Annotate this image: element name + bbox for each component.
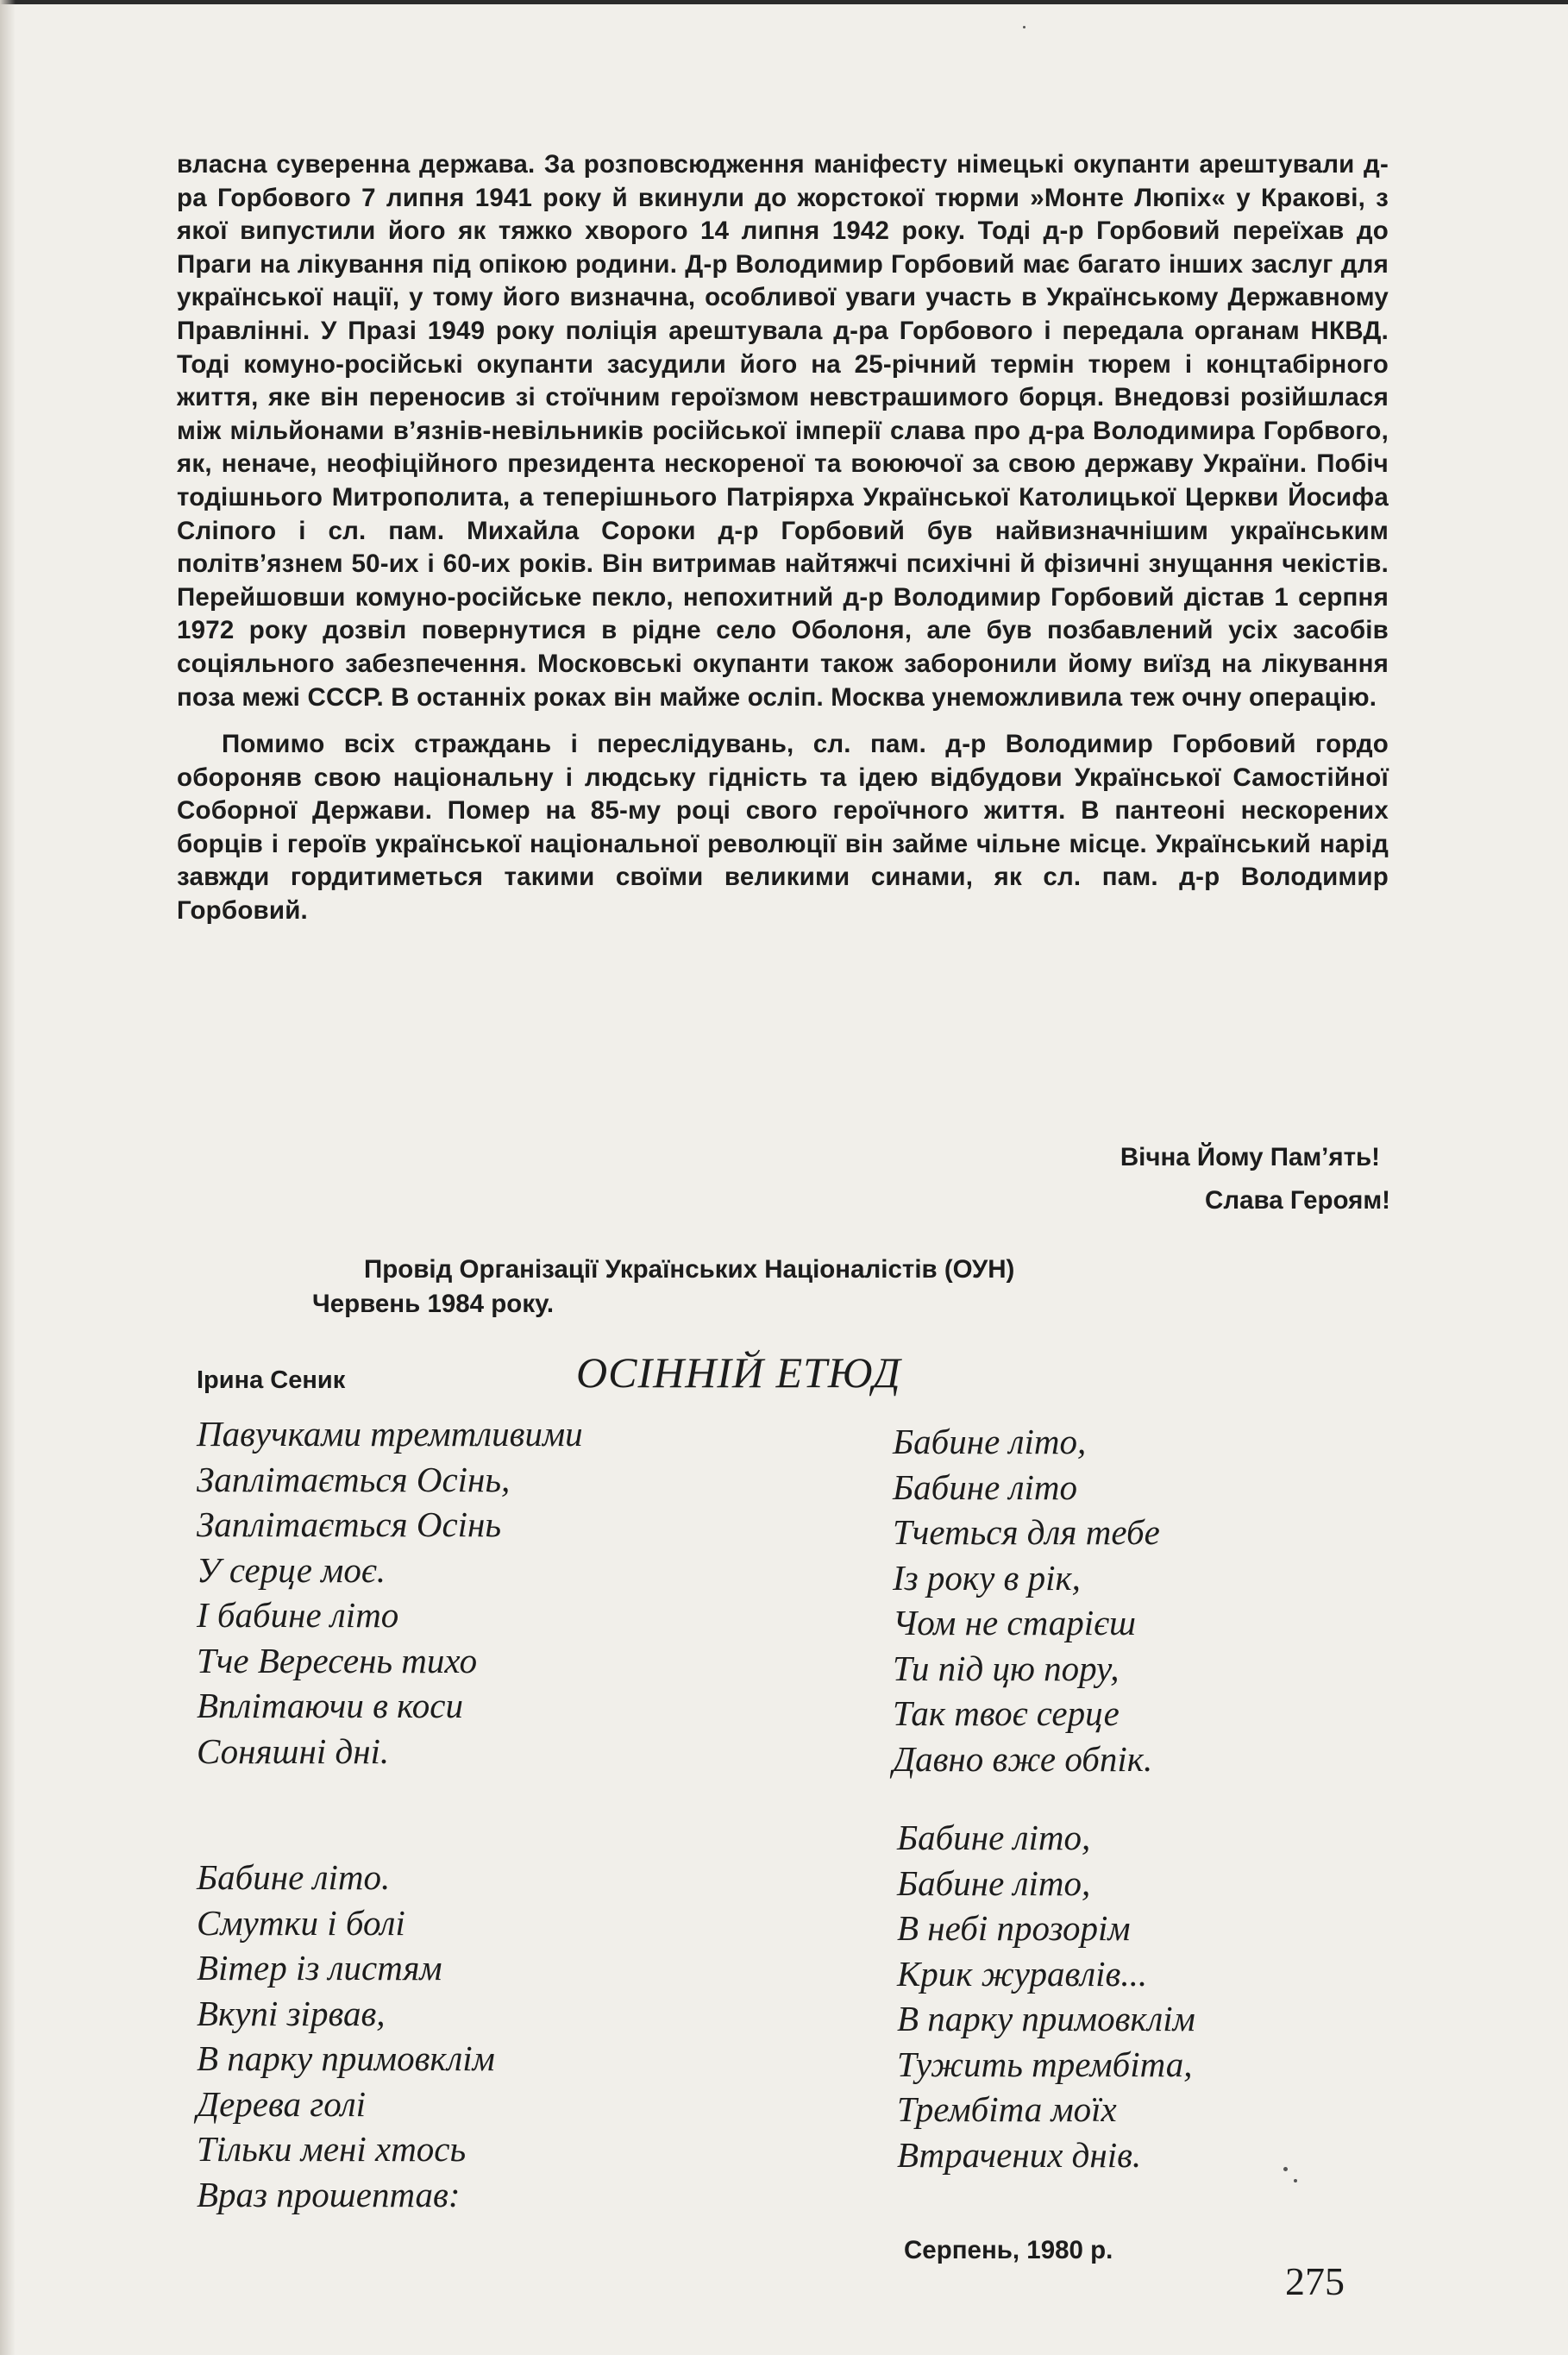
poem-stanza-4: [897, 1815, 1195, 2177]
poem-line: Вкупі зірвав,: [197, 1993, 386, 2033]
poem-line: Ти під цю пору,: [893, 1648, 1120, 1688]
article-paragraph-2: Помимо всіх страждань і переслідувань, сл. пам. д-р Володимир Горбовий гордо обороняв свою національну і людську гідність та ідею відбудови Української Самостійної Соборної Держави. Помер на 85-му році свого героїчного життя. В пантеоні нескорених борців і героїв української національної революції він займе чільне місце. Український нарід завжди гордитиметься такими своїми великими синами, як сл. пам. д-р Володимир Горбовий.: [177, 730, 1389, 926]
poem-line: Так твоє серце: [893, 1693, 1120, 1733]
poem-line: Втрачених днів.: [897, 2134, 1142, 2175]
poem-line: Смутки і болі: [197, 1902, 405, 1943]
poem-title: ОСІННІЙ ЕТЮД: [576, 1348, 901, 1397]
poem-line: Тільки мені хтось: [197, 2129, 467, 2169]
poem-line: Соняшні дні.: [197, 1730, 390, 1771]
article-body: [177, 148, 1389, 928]
poem-line: Заплітається Осінь,: [197, 1459, 511, 1499]
poem-line: Давно вже обпік.: [893, 1738, 1153, 1779]
poem-line: Із року в рік,: [893, 1557, 1081, 1598]
page-number: 275: [1285, 2259, 1345, 2303]
poem-line: Бабине літо,: [897, 1862, 1091, 1903]
scan-left-shadow: [0, 0, 16, 2355]
scan-top-edge: [0, 0, 1568, 4]
scan-speck: [1283, 2167, 1288, 2171]
poem-line: Тужить трембіта,: [897, 2044, 1193, 2084]
poem-line: Павучками тремтливими: [197, 1414, 583, 1454]
poem-stanza-2: [197, 1855, 495, 2217]
poem-stanza-3: [893, 1419, 1160, 1781]
poem-line: Тчеться для тебе: [893, 1512, 1160, 1552]
poem-line: Тче Вересень тихо: [197, 1640, 478, 1680]
poem-stanza-1: [197, 1411, 583, 1774]
poem-line: Чом не старієш: [893, 1603, 1136, 1642]
poem-line: У серце моє.: [197, 1549, 386, 1590]
poem-date: Серпень, 1980 р.: [904, 2236, 1113, 2264]
poem-line: І бабине літо: [197, 1595, 399, 1635]
poem-author: Ірина Сеник: [197, 1366, 346, 1394]
poem-line: Вплітаючи в коси: [197, 1686, 463, 1725]
poem-line: Бабине літо: [893, 1466, 1077, 1507]
closing-line-glory: Слава Героям!: [1205, 1186, 1390, 1215]
closing-line-memory: Вічна Йому Пам’ять!: [1120, 1143, 1380, 1171]
poem-line: Трембіта моїх: [897, 2089, 1117, 2129]
signature-organization: Провід Організації Українських Націоналістів (ОУН): [364, 1255, 1015, 1284]
signature-date: Червень 1984 року.: [312, 1290, 555, 1318]
poem-line: Заплітається Осінь: [197, 1504, 502, 1544]
poem-line: Бабине літо,: [893, 1422, 1087, 1461]
article-paragraph-1: власна суверенна держава. За розповсюдження маніфесту німецькі окупанти арештували д-ра Горбового 7 липня 1941 року й вкинули до жорстокої тюрми »Монте Люпіх« у Кракові, з якої випустили його як тяжко хворого 14 липня 1942 року. Тоді д-р Горбовий переїхав до Праги на лікування під опікою родини. Д-р Володимир Горбовий має багато інших заслуг для української нації, у тому його визначна, особливої уваги участь в Українському Державному Правлінні. У Празі 1949 року поліція арештувала д-ра Горбового і передала органам НКВД. Тоді комуно-російські окупанти засудили його на 25-річний термін тюрем і концтабірного життя, яке він переносив зі стоїчним героїзмом невстрашимого борця. Внедовзі розійшлася між мільйонами в’язнів-невільників російської імперії слава про д-ра Володимира Горбвого, як, неначе, неофіційного президента нескореної та воюючої за свою державу України. Побіч тодішнього Митрополита, а теперішнього Патріярха Української Католицької Церкви Йосифа Сліпого і сл. пам. Михайла Сороки д-р Горбовий був найвизначнішим українським політв’язнем 50-их і 60-их років. Він витримав найтяжчі психічні й фізичні знущання чекістів. Перейшовши комуно-російське пекло, непохитний д-р Володимир Горбовий дістав 1 серпня 1972 року дозвіл повернутися в рідне село Оболоня, але був позбавлений усіх засобів соціяльного забезпечення. Московські окупанти також заборонили йому виїзд на лікування поза межі СССР. В останніх роках він майже осліп. Москва унеможливила теж очну операцію.: [177, 150, 1389, 712]
poem-line: Крик журавлів...: [897, 1953, 1148, 1994]
poem-line: Враз прошептав:: [197, 2174, 461, 2214]
poem-line: Дерева голі: [197, 2083, 366, 2124]
scan-speck: [1023, 26, 1025, 28]
scan-speck: [1294, 2179, 1297, 2182]
poem-line: В парку примовклім: [897, 1999, 1195, 2038]
poem-line: В парку примовклім: [197, 2038, 495, 2078]
poem-line: Бабине літо,: [897, 1818, 1091, 1857]
poem-line: Бабине літо.: [197, 1857, 391, 1897]
poem-line: В небі прозорім: [897, 1908, 1131, 1948]
poem-line: Вітер із листям: [197, 1948, 442, 1988]
